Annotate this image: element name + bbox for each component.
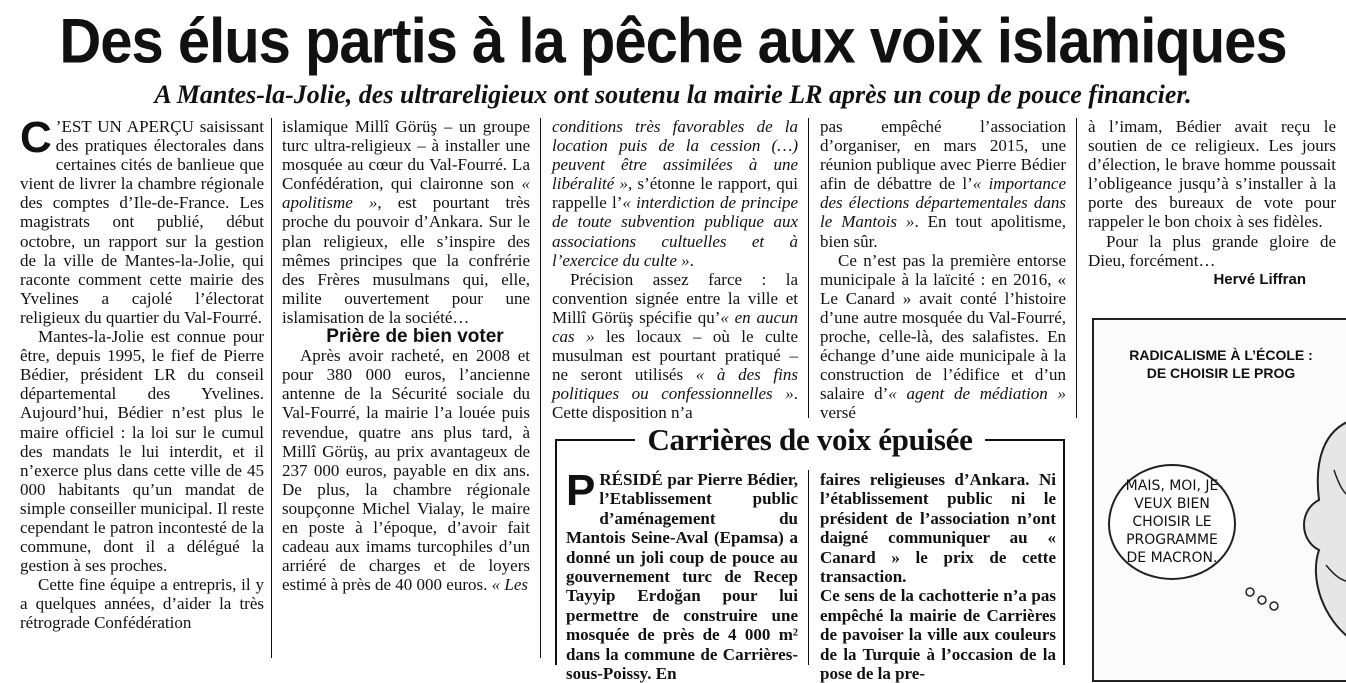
paragraph: Mantes-la-Jolie est connue pour être, depuis 1995, le fief de Pierre Bédier, président LR du conseil départemental des Yvelines. Aujourd’hui, Bédier n’est plus le maire officiel : la loi sur le cumul des mandats le lui interdit, et il n’exerce plus dans cette ville de 45 000 habitants qu’un mandat de simple conseiller municipal. Il reste cependant le patron incontesté de la commune, dont il a délégué la gestion à ses proches. xyxy=(20,327,264,576)
subheadline: A Mantes-la-Jolie, des ultrareligieux ont soutenu la mairie LR après un coup de pouce financier. xyxy=(154,80,1192,109)
intertitle: Prière de bien voter xyxy=(326,326,504,348)
speech-bubble: MAIS, MOI, JE VEUX BIEN CHOISIR LE PROGRAMME DE MACRON. xyxy=(1108,464,1236,580)
paragraph: faires religieuses d’Ankara. Ni l’établissement public ni le président de l’association n’ont daigné communiquer au « Canard » le prix de cette transaction. xyxy=(820,470,1056,587)
box-column-right xyxy=(820,470,1056,683)
paragraph: pas empêché l’association d’organiser, en mars 2015, une réunion publique avec Pierre Bédier afin de débattre de l’« importance des élections départementales dans le Mantois ». En tout apolitisme, bien sûr. xyxy=(820,117,1066,251)
headline: Des élus partis à la pêche aux voix islamiques xyxy=(59,6,1287,77)
drop-cap: P xyxy=(566,466,596,515)
column-rule xyxy=(808,470,809,665)
box-rule-left xyxy=(555,440,557,665)
title-rule-right xyxy=(985,439,1065,441)
column-2 xyxy=(282,117,530,594)
paragraph: Cette fine équipe a entrepris, il y a quelques années, d’aider la très rétrograde Confédération xyxy=(20,575,264,633)
column-5 xyxy=(1088,117,1336,289)
box-rule-right xyxy=(1063,440,1065,665)
column-3 xyxy=(552,117,798,423)
paragraph: conditions très favorables de la location puis de la cession (…) peuvent être assimilées à une libéralité », s’étonne le rapport, qui rappelle l’« interdiction de principe de toute subvention publique aux associations cultuelles et à l’exercice du culte ». xyxy=(552,117,798,270)
cartoon xyxy=(1092,318,1346,682)
paragraph: Pour la plus grande gloire de Dieu, forcément… xyxy=(1088,231,1336,270)
paragraph: islamique Millî Görüş – un groupe turc ultra-religieux – à installer une mosquée au cœur du Val-Fourré. La Confédération, qui claironne son « apolitisme », est pourtant très proche du pouvoir d’Ankara. Sur le plan religieux, elle s’inspire des mêmes principes que la confrérie des Frères musulmans qui, elle, milite ouvertement pour une islamisation de la société… xyxy=(282,117,530,327)
cartoon-title: RADICALISME À L’ÉCOLE : DE CHOISIR LE PROG xyxy=(1129,347,1313,381)
author-signature: Hervé Liffran xyxy=(1213,270,1306,288)
paragraph: C ’EST UN APERÇU saisissant des pratiques électorales dans certaines cités de banlieue que vient de livrer la chambre régionale des comptes d’Ile-de-France. Les magistrats ont publié, début octobre, un rapport sur la gestion de la ville de Mantes-la-Jolie, qui raconte comment cette mairie des Yvelines a cajolé l’électorat religieux du quartier du Val-Fourré. xyxy=(20,113,264,327)
column-rule xyxy=(808,118,809,418)
drop-cap: C xyxy=(20,113,52,162)
paragraph: Après avoir racheté, en 2008 et pour 380 000 euros, l’ancienne antenne de la Sécurité sociale du Val-Fourré, la mairie l’a louée puis revendue, quatre ans plus tard, à Millî Görüş, au prix avantageux de 237 000 euros, payable en dix ans. De plus, la chambre régionale soupçonne Michel Vialay, le maire en poste à l’époque, d’avoir fait cadeau aux imams turcophiles d’un arriéré de charges et de loyers estimé à près de 40 000 euros. « Les xyxy=(282,346,530,595)
column-rule xyxy=(271,118,272,658)
title-rule-left xyxy=(555,439,635,441)
box-title-text: Carrières de voix épuisée xyxy=(647,422,973,457)
column-1 xyxy=(20,113,264,633)
box-title xyxy=(555,420,1065,460)
column-rule xyxy=(1076,118,1077,418)
paragraph: Ce n’est pas la première entorse municipale à la laïcité : en 2016, « Le Canard » avait conté l’histoire d’une autre mosquée du Val-Fourré, proche, celle-là, des salafistes. En échange d’une aide municipale à la construction de l’édifice et d’un salaire d’« agent de médiation » versé xyxy=(820,250,1066,423)
column-rule xyxy=(540,118,541,658)
paragraph: PRÉSIDÉ par Pierre Bédier, l’Etablissement public d’aménagement du Mantois Seine-Aval (Epamsa) a donné un joli coup de pouce au gouvernement turc de Recep Tayyip Erdoğan pour lui permettre de construire une mosquée de près de 4 000 m² dans la commune de Carrières-sous-Poissy. En xyxy=(566,466,798,683)
paragraph: Précision assez farce : la convention signée entre la ville et Millî Görüş spécifie qu’« en aucun cas » les locaux – où le culte musulman est pourtant pratiqué – ne seront utilisés « à des fins politiques ou confessionnelles ». Cette disposition n’a xyxy=(552,269,798,423)
paragraph: à l’imam, Bédier avait reçu le soutien de ce religieux. Les jours d’élection, le brave homme poussait l’obligeance jusqu’à s’installer à la porte des bureaux de vote pour rappeler le bon choix à ses fidèles. xyxy=(1088,117,1336,232)
paragraph: Ce sens de la cachotterie n’a pas empêché la mairie de Carrières de pavoiser la ville aux couleurs de la Turquie à l’occasion de la pose de la pre- xyxy=(820,586,1056,683)
box-column-left xyxy=(566,466,798,683)
column-4 xyxy=(820,117,1066,423)
